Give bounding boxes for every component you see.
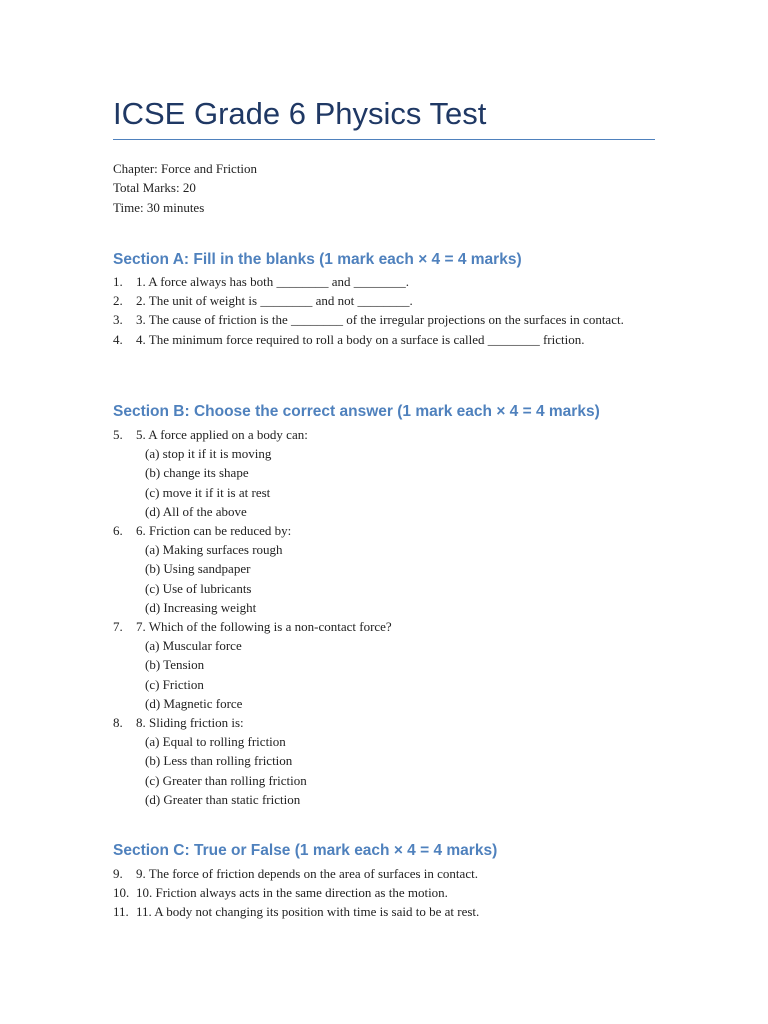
question-item xyxy=(113,713,655,732)
answer-option: (c) Greater than rolling friction xyxy=(145,772,307,788)
answer-option: (d) All of the above xyxy=(145,503,247,519)
answer-option: (a) Muscular force xyxy=(145,638,242,654)
question-item xyxy=(113,425,655,444)
question-item xyxy=(113,330,655,349)
question-item xyxy=(113,902,655,921)
section-a-questions xyxy=(113,272,655,349)
question-number: 1. xyxy=(113,274,123,289)
answer-option: (d) Increasing weight xyxy=(145,599,257,615)
question-text: 9. The force of friction depends on the area of surfaces in contact. xyxy=(136,866,478,881)
section-b-questions xyxy=(113,425,655,809)
question-text: 4. The minimum force required to roll a body on a surface is called ________ friction. xyxy=(136,331,585,347)
time-line: Time: 30 minutes xyxy=(113,199,205,215)
answer-option: (c) Friction xyxy=(145,676,204,692)
question-number: 4. xyxy=(113,331,123,347)
question-number: 5. xyxy=(113,427,123,442)
question-text: 6. Friction can be reduced by: xyxy=(136,523,292,539)
answer-option: (c) Use of lubricants xyxy=(145,580,252,596)
question-text: 8. Sliding friction is: xyxy=(136,715,244,731)
question-text: 10. Friction always acts in the same direction as the motion. xyxy=(136,885,448,901)
question-text: 7. Which of the following is a non-contact force? xyxy=(136,619,392,635)
title-divider xyxy=(113,139,655,140)
answer-option: (b) Less than rolling friction xyxy=(145,753,293,769)
question-number: 7. xyxy=(113,619,123,635)
question-item xyxy=(113,883,655,902)
answer-option: (b) Tension xyxy=(145,657,205,673)
section-c-questions xyxy=(113,864,655,922)
answer-option: (a) Making surfaces rough xyxy=(145,542,283,558)
question-number: 8. xyxy=(113,715,123,731)
question-text: 1. A force always has both ________ and ________. xyxy=(136,274,409,289)
question-number: 6. xyxy=(113,523,123,539)
question-number: 10. xyxy=(113,885,130,901)
question-number: 2. xyxy=(113,293,123,309)
section-b-heading: Section B: Choose the correct answer (1 mark each × 4 = 4 marks) xyxy=(113,403,600,420)
answer-option: (b) Using sandpaper xyxy=(145,561,251,577)
answer-option: (d) Greater than static friction xyxy=(145,791,301,807)
question-text: 3. The cause of friction is the ________ of the irregular projections on the surfaces in contact. xyxy=(136,312,624,328)
question-text: 2. The unit of weight is ________ and not ________. xyxy=(136,293,413,309)
section-a-heading: Section A: Fill in the blanks (1 mark each × 4 = 4 marks) xyxy=(113,251,522,268)
answer-option: (c) move it if it is at rest xyxy=(145,484,271,500)
answer-option: (a) Equal to rolling friction xyxy=(145,734,286,750)
answer-option: (d) Magnetic force xyxy=(145,695,243,711)
question-number: 9. xyxy=(113,866,123,881)
question-item xyxy=(113,272,655,291)
question-item xyxy=(113,617,655,636)
question-item xyxy=(113,521,655,540)
chapter-line: Chapter: Force and Friction xyxy=(113,161,258,176)
answer-option: (b) change its shape xyxy=(145,465,249,481)
question-item xyxy=(113,291,655,310)
question-item xyxy=(113,310,655,329)
question-item xyxy=(113,864,655,883)
question-text: 11. A body not changing its position with time is said to be at rest. xyxy=(136,904,480,920)
question-text: 5. A force applied on a body can: xyxy=(136,427,308,442)
answer-option: (a) stop it if it is moving xyxy=(145,446,272,462)
question-number: 3. xyxy=(113,312,123,328)
document-title: ICSE Grade 6 Physics Test xyxy=(113,96,487,131)
total-marks-line: Total Marks: 20 xyxy=(113,180,196,196)
test-info xyxy=(113,159,257,217)
question-number: 11. xyxy=(113,904,129,920)
section-c-heading: Section C: True or False (1 mark each × 4 = 4 marks) xyxy=(113,842,498,859)
